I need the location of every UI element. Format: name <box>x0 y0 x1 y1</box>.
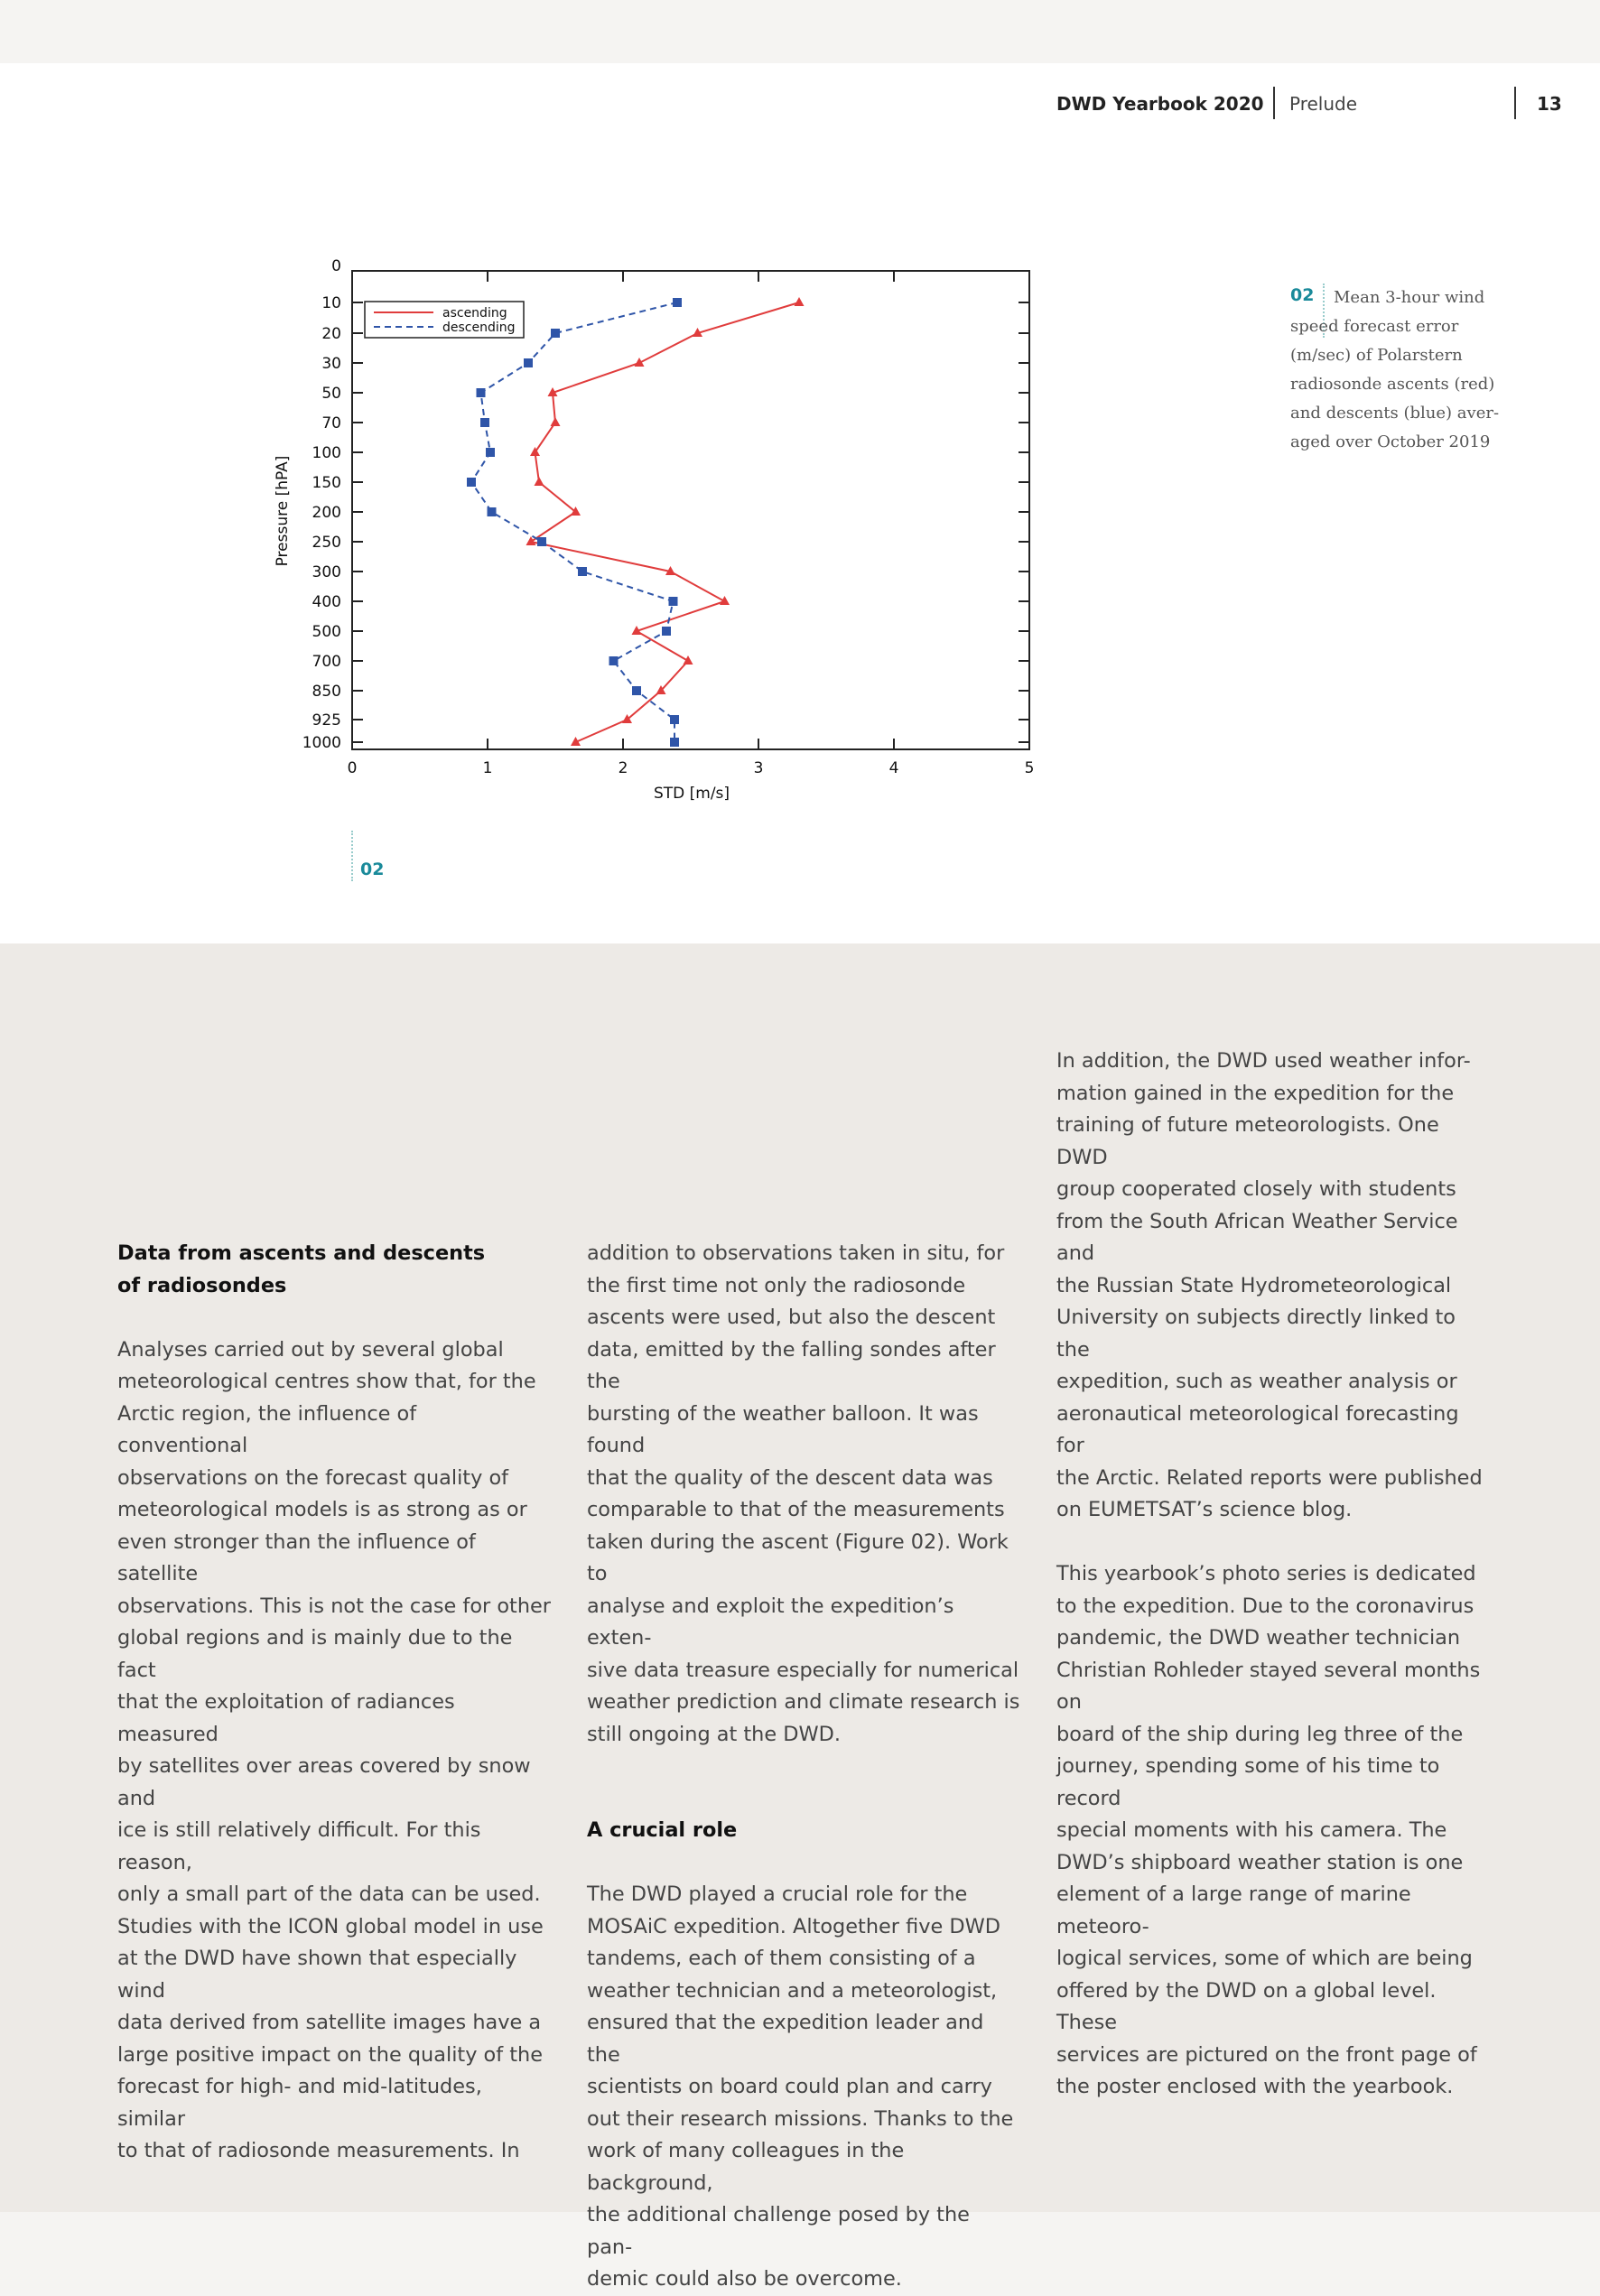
text-column-1 <box>117 1238 551 2168</box>
text-column-3 <box>1056 1046 1490 2104</box>
text-line: board of the ship during leg three of the <box>1056 1722 1464 1746</box>
y-tick-label: 100 <box>312 444 341 462</box>
text-line: taken during the ascent (Figure 02). Work to <box>587 1529 1009 1585</box>
data-point-descending <box>669 597 678 606</box>
text-line: out their research missions. Thanks to the <box>587 2106 1014 2131</box>
data-point-descending <box>551 329 560 338</box>
paragraph <box>117 1334 551 2168</box>
text-line: by satellites over areas covered by snow and <box>117 1754 531 1810</box>
text-line: the Russian State Hydrometeorological <box>1056 1273 1452 1297</box>
text-line: from the South African Weather Service and <box>1056 1209 1458 1265</box>
data-point-descending <box>632 686 641 695</box>
y-tick-label: 500 <box>312 623 341 641</box>
y-axis-label: Pressure [hPA] <box>274 455 292 567</box>
paragraph <box>587 1238 1020 1751</box>
text-line: to the expedition. Due to the coronavirus <box>1056 1594 1474 1618</box>
text-line: logical services, some of which are being <box>1056 1947 1473 1970</box>
plot-area <box>352 271 1029 749</box>
text-column-2 <box>587 1238 1020 2296</box>
y-tick-label: 1000 <box>302 734 341 752</box>
text-line: offered by the DWD on a global level. These <box>1056 1978 1437 2034</box>
text-line: University on subjects directly linked to the <box>1056 1306 1456 1362</box>
text-line: Analyses carried out by several global <box>117 1337 504 1362</box>
text-line: sive data treasure especially for numerical <box>587 1658 1019 1682</box>
text-line: weather technician and a meteorologist, <box>587 1978 998 2003</box>
data-point-descending <box>670 715 679 724</box>
data-point-descending <box>609 656 619 665</box>
text-line: Christian Rohleder stayed several months on <box>1056 1658 1481 1714</box>
text-line: comparable to that of the measurements <box>587 1498 1005 1521</box>
x-tick-label: 3 <box>753 759 764 777</box>
text-line: meteorological centres show that, for the <box>117 1370 536 1393</box>
figure-caption: Mean 3-hour wind speed forecast error (m/sec) of Polarstern radiosonde ascents (red) and descents (blue) aver-aged over October 2019 <box>1290 288 1500 451</box>
section-heading: A crucial role <box>587 1818 738 1842</box>
text-line: only a small part of the data can be used. <box>117 1882 541 1906</box>
text-line: pandemic, the DWD weather technician <box>1056 1626 1461 1650</box>
data-point-descending <box>673 298 682 307</box>
text-line: work of many colleagues in the background, <box>587 2139 905 2195</box>
text-line: This yearbook’s photo series is dedicated <box>1056 1562 1476 1585</box>
y-tick-label: 925 <box>312 711 341 730</box>
text-line: expedition, such as weather analysis or <box>1056 1370 1457 1393</box>
text-line: that the exploitation of radiances measured <box>117 1690 455 1746</box>
data-point-descending <box>662 627 671 636</box>
paragraph <box>1056 1558 1490 2104</box>
header-divider <box>1273 87 1275 119</box>
text-line: the Arctic. Related reports were published <box>1056 1465 1483 1490</box>
text-line: still ongoing at the DWD. <box>587 1722 841 1746</box>
x-tick-label: 5 <box>1024 759 1035 777</box>
section-heading: of radiosondes <box>117 1273 287 1297</box>
text-line: to that of radiosonde measurements. In <box>117 2139 520 2162</box>
text-line: ascents were used, but also the descent <box>587 1306 996 1329</box>
y-tick-label: 700 <box>312 653 341 671</box>
header-divider <box>1514 87 1516 119</box>
text-line: data derived from satellite images have a <box>117 2011 542 2034</box>
section-heading: Data from ascents and descents <box>117 1241 486 1265</box>
x-tick-label: 2 <box>618 759 628 777</box>
text-line: The DWD played a crucial role for the <box>587 1882 968 1906</box>
text-line: the first time not only the radiosonde <box>587 1273 966 1297</box>
text-line: demic could also be overcome. <box>587 2267 902 2291</box>
text-line: data, emitted by the falling sondes after the <box>587 1337 996 1393</box>
legend-label: descending <box>442 321 516 335</box>
text-line: In addition, the DWD used weather infor- <box>1056 1049 1471 1073</box>
text-line: element of a large range of marine meteoro- <box>1056 1882 1411 1938</box>
text-line: large positive impact on the quality of the <box>117 2042 544 2067</box>
text-line: tandems, each of them consisting of a <box>587 1947 976 1970</box>
text-line: observations on the forecast quality of <box>117 1465 509 1490</box>
data-point-descending <box>670 738 679 747</box>
text-line: observations. This is not the case for other <box>117 1594 551 1618</box>
paragraph <box>1056 1046 1490 1527</box>
text-line: analyse and exploit the expedition’s exten- <box>587 1594 954 1650</box>
yearbook-title: DWD Yearbook 2020 <box>1056 93 1264 115</box>
text-line: MOSAiC expedition. Altogether five DWD <box>587 1914 1000 1938</box>
text-line: global regions and is mainly due to the fact <box>117 1626 513 1682</box>
text-line: meteorological models is as strong as or <box>117 1498 527 1521</box>
text-line: special moments with his camera. The <box>1056 1818 1447 1842</box>
text-line: aeronautical meteorological forecasting for <box>1056 1401 1459 1457</box>
text-line: services are pictured on the front page of <box>1056 2042 1477 2067</box>
y-tick-label: 850 <box>312 683 341 701</box>
text-line: that the quality of the descent data was <box>587 1465 993 1490</box>
x-tick-label: 1 <box>482 759 493 777</box>
y-tick-label: 400 <box>312 593 341 611</box>
text-line: at the DWD have shown that especially wind <box>117 1947 517 2003</box>
caption-figure-number: 02 <box>1290 285 1315 305</box>
y-tick-label: 200 <box>312 504 341 522</box>
y-tick-label: 150 <box>312 474 341 492</box>
text-line: ensured that the expedition leader and the <box>587 2011 984 2067</box>
data-point-descending <box>467 478 476 487</box>
data-point-descending <box>488 507 497 516</box>
y-tick-label: 20 <box>321 325 341 343</box>
text-line: mation gained in the expedition for the <box>1056 1081 1455 1105</box>
text-line: the additional challenge posed by the pan- <box>587 2203 970 2259</box>
x-tick-label: 0 <box>347 759 358 777</box>
page-number: 13 <box>1537 93 1562 115</box>
y-tick-label: 50 <box>321 385 341 403</box>
y-tick-label: 10 <box>321 294 341 312</box>
y-tick-label: 0 <box>331 257 341 275</box>
legend-label: ascending <box>442 306 507 321</box>
text-line: the poster enclosed with the yearbook. <box>1056 2075 1454 2098</box>
section-name: Prelude <box>1289 93 1358 115</box>
y-tick-label: 300 <box>312 563 341 581</box>
data-point-descending <box>524 358 533 367</box>
data-point-descending <box>578 567 587 576</box>
text-line: Studies with the ICON global model in use <box>117 1914 544 1938</box>
data-point-descending <box>486 448 495 457</box>
y-tick-label: 250 <box>312 534 341 552</box>
text-line: on EUMETSAT’s science blog. <box>1056 1498 1353 1521</box>
wind-error-chart <box>262 257 1056 813</box>
text-line: scientists on board could plan and carry <box>587 2075 992 2098</box>
text-line: DWD’s shipboard weather station is one <box>1056 1850 1464 1874</box>
figure-ref-divider <box>351 831 353 881</box>
text-line: ice is still relatively difficult. For this reason, <box>117 1818 481 1874</box>
data-point-descending <box>537 537 546 546</box>
y-tick-label: 30 <box>321 355 341 373</box>
y-tick-label: 70 <box>321 414 341 432</box>
data-point-descending <box>477 388 486 397</box>
text-line: bursting of the weather balloon. It was found <box>587 1401 979 1457</box>
text-line: Arctic region, the influence of conventional <box>117 1401 417 1457</box>
text-line: forecast for high- and mid-latitudes, similar <box>117 2075 482 2131</box>
paragraph <box>587 1879 1020 2296</box>
text-line: group cooperated closely with students <box>1056 1177 1456 1201</box>
text-line: addition to observations taken in situ, for <box>587 1241 1005 1265</box>
text-line: training of future meteorologists. One DWD <box>1056 1113 1439 1169</box>
x-axis-label: STD [m/s] <box>653 785 730 803</box>
text-line: even stronger than the influence of satellite <box>117 1529 476 1585</box>
text-line: weather prediction and climate research is <box>587 1690 1020 1714</box>
data-point-descending <box>480 418 489 427</box>
text-line: journey, spending some of his time to record <box>1056 1754 1440 1810</box>
figure-number: 02 <box>360 860 385 879</box>
x-tick-label: 4 <box>888 759 899 777</box>
